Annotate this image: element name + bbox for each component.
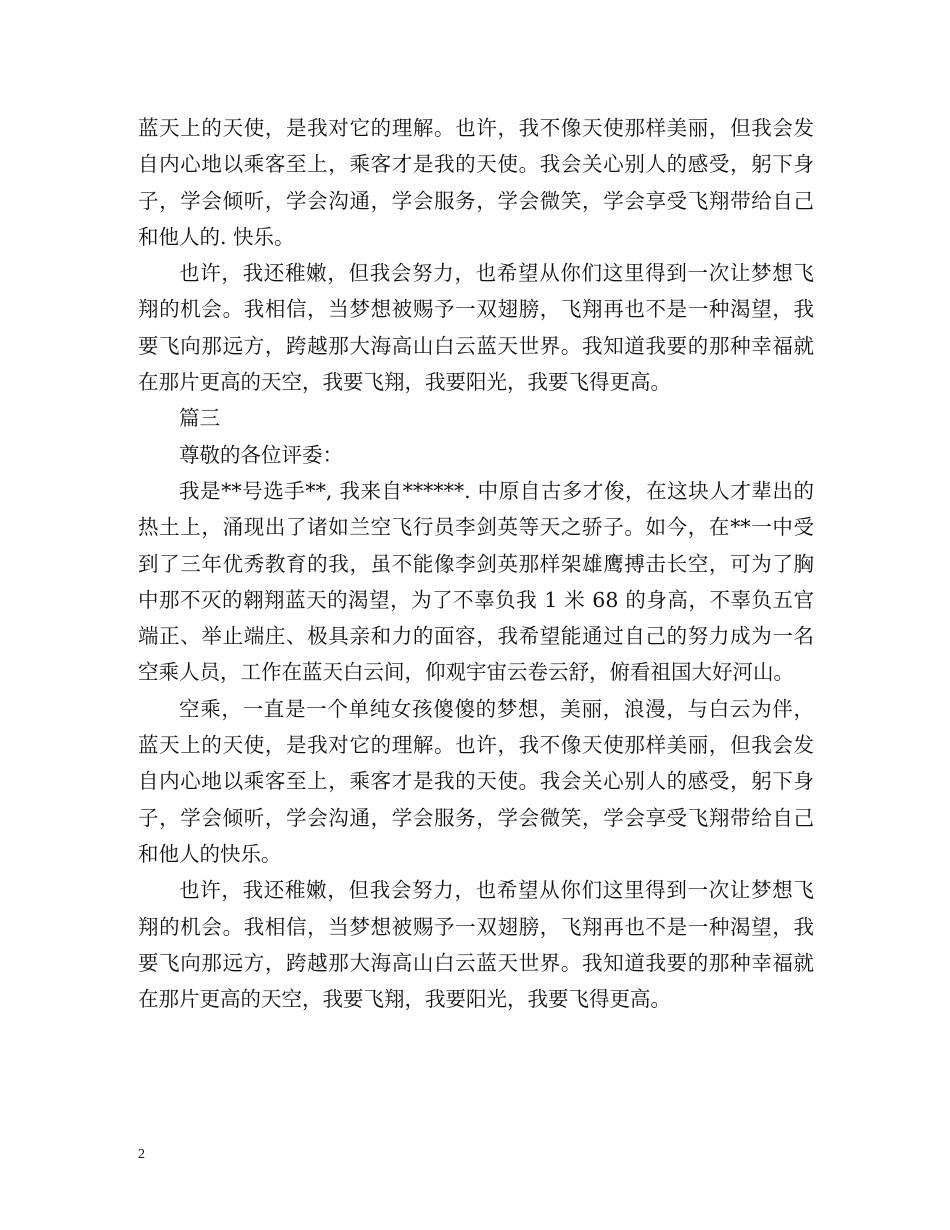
section-heading: 篇三 (179, 406, 220, 431)
paragraph: 我是**号选手**, 我来自******. 中原自古多才俊，在这块人才辈出的热土上，涌现出了诸如兰空飞行员李剑英等天之骄子。如今，在**一中受到了三年优秀教育的我，虽不能像李剑英那样架雄鹰搏击长空，可为了胸中那不灭的翱翔蓝天的渴望，为了不辜负我 1 米 68 的身高，不辜负五官端正、举止端庄、极具亲和力的面容，我希望能通过自己的努力成为一名空乘人员，工作在蓝天白云间，仰观宇宙云卷云舒，俯看祖国大好河山。 (138, 478, 814, 685)
page-number: 2 (138, 1147, 145, 1162)
document-body (138, 110, 814, 1017)
salutation: 尊敬的各位评委： (179, 442, 343, 467)
paragraph: 也许，我还稚嫩，但我会努力，也希望从你们这里得到一次让梦想飞翔的机会。我相信，当梦想被赐予一双翅膀，飞翔再也不是一种渴望，我要飞向那远方，跨越那大海高山白云蓝天世界。我知道我要的那种幸福就在那片更高的天空，我要飞翔，我要阳光，我要飞得更高。 (138, 878, 814, 1012)
paragraph-continuation: 蓝天上的天使，是我对它的理解。也许，我不像天使那样美丽，但我会发自内心地以乘客至上，乘客才是我的天使。我会关心别人的感受，躬下身子，学会倾听，学会沟通，学会服务，学会微笑，学会享受飞翔带给自己和他人的. 快乐。 (138, 116, 814, 249)
paragraph: 空乘，一直是一个单纯女孩傻傻的梦想，美丽，浪漫，与白云为伴，蓝天上的天使，是我对它的理解。也许，我不像天使那样美丽，但我会发自内心地以乘客至上，乘客才是我的天使。我会关心别人的感受，躬下身子，学会倾听，学会沟通，学会服务，学会微笑，学会享受飞翔带给自己和他人的快乐。 (138, 696, 814, 866)
paragraph: 也许，我还稚嫩，但我会努力，也希望从你们这里得到一次让梦想飞翔的机会。我相信，当梦想被赐予一双翅膀，飞翔再也不是一种渴望，我要飞向那远方，跨越那大海高山白云蓝天世界。我知道我要的那种幸福就在那片更高的天空，我要飞翔，我要阳光，我要飞得更高。 (138, 261, 814, 395)
